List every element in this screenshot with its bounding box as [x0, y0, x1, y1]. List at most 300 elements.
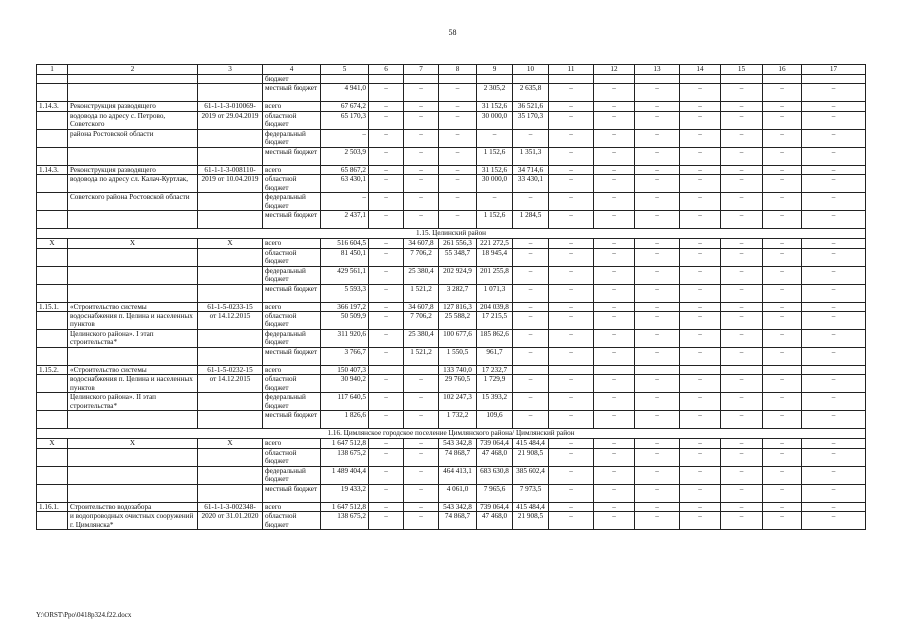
table-cell: 1 732,2 — [439, 411, 477, 429]
table-cell: местный бюджет — [263, 147, 321, 165]
table-cell: – — [594, 484, 635, 502]
table-cell: – — [477, 193, 513, 211]
table-cell: 25 380,4 — [404, 330, 439, 348]
table-cell: – — [635, 175, 680, 193]
table-cell: – — [404, 84, 439, 102]
table-cell: – — [763, 284, 802, 302]
table-cell: 30 940,2 — [321, 375, 369, 393]
table-cell: – — [721, 411, 763, 429]
table-cell: – — [549, 484, 594, 502]
column-number: 17 — [802, 65, 866, 75]
table-cell: – — [513, 411, 549, 429]
table-cell: Целинского района». I этап строительства* — [68, 330, 198, 348]
table-cell: водоснабжения п. Целина и населенных пунктов — [68, 312, 198, 330]
table-cell: – — [802, 266, 866, 284]
table-row — [37, 175, 866, 193]
table-cell: – — [549, 111, 594, 129]
table-cell: 19 433,2 — [321, 484, 369, 502]
funding-table — [36, 64, 866, 530]
table-cell: 1.16.1. — [37, 502, 68, 511]
table-cell: – — [513, 375, 549, 393]
table-cell — [68, 248, 198, 266]
table-cell: Х — [198, 439, 263, 448]
table-cell: – — [680, 348, 721, 366]
table-cell: – — [594, 147, 635, 165]
table-cell: – — [635, 129, 680, 147]
table-cell: – — [404, 411, 439, 429]
table-cell: – — [763, 266, 802, 284]
table-cell: 61-1-1-3-008110- — [198, 165, 263, 174]
table-cell — [37, 411, 68, 429]
table-cell: – — [635, 393, 680, 411]
table-cell: 2019 от 29.04.2019 — [198, 111, 263, 129]
table-cell: 1 521,2 — [404, 348, 439, 366]
table-cell: – — [594, 512, 635, 530]
table-cell — [37, 466, 68, 484]
table-cell: – — [404, 439, 439, 448]
table-cell: 5 593,3 — [321, 284, 369, 302]
table-cell: 117 640,5 — [321, 393, 369, 411]
table-cell: – — [513, 330, 549, 348]
table-cell: – — [763, 102, 802, 111]
table-cell: – — [549, 448, 594, 466]
section-heading: 1.15. Целинский район — [37, 229, 866, 239]
table-cell: – — [594, 239, 635, 248]
table-cell: «Строительство системы — [68, 366, 198, 375]
table-cell: областной бюджет — [263, 175, 321, 193]
table-cell: – — [802, 439, 866, 448]
table-cell: – — [680, 239, 721, 248]
table-cell: – — [594, 248, 635, 266]
table-cell — [68, 284, 198, 302]
table-cell: – — [763, 147, 802, 165]
table-cell: – — [594, 448, 635, 466]
table-cell: 31 152,6 — [477, 165, 513, 174]
table-cell: – — [369, 248, 404, 266]
table-cell: – — [594, 111, 635, 129]
table-cell: – — [369, 375, 404, 393]
table-cell: – — [763, 439, 802, 448]
column-number: 3 — [198, 65, 263, 75]
table-cell: – — [680, 147, 721, 165]
table-cell: – — [635, 193, 680, 211]
table-cell: – — [549, 512, 594, 530]
table-cell — [37, 484, 68, 502]
table-cell: 204 039,8 — [477, 302, 513, 311]
table-cell — [680, 75, 721, 84]
table-cell: – — [369, 512, 404, 530]
table-cell: Целинского района». II этап строительства* — [68, 393, 198, 411]
table-cell — [721, 366, 763, 375]
table-cell: – — [369, 129, 404, 147]
table-cell: – — [635, 512, 680, 530]
table-cell: – — [680, 129, 721, 147]
table-cell: местный бюджет — [263, 411, 321, 429]
table-cell: 1 729,9 — [477, 375, 513, 393]
table-cell: – — [802, 193, 866, 211]
table-cell: – — [549, 266, 594, 284]
table-row — [37, 502, 866, 511]
table-cell: – — [802, 211, 866, 229]
table-cell: 21 908,5 — [513, 448, 549, 466]
table-cell: 3 282,7 — [439, 284, 477, 302]
table-cell — [68, 484, 198, 502]
table-cell: – — [721, 284, 763, 302]
section-heading-row — [37, 229, 866, 239]
table-cell — [37, 84, 68, 102]
table-cell: – — [763, 312, 802, 330]
table-cell: – — [802, 502, 866, 511]
table-cell: областной бюджет — [263, 111, 321, 129]
table-cell: 2 503,9 — [321, 147, 369, 165]
table-cell: – — [680, 484, 721, 502]
table-cell: местный бюджет — [263, 284, 321, 302]
table-cell: – — [680, 302, 721, 311]
table-cell: 739 064,4 — [477, 502, 513, 511]
table-cell: 385 602,4 — [513, 466, 549, 484]
table-cell: 30 000,0 — [477, 175, 513, 193]
table-cell — [198, 193, 263, 211]
column-number: 7 — [404, 65, 439, 75]
table-cell: – — [549, 84, 594, 102]
table-cell: – — [802, 84, 866, 102]
table-cell: – — [721, 348, 763, 366]
table-cell: – — [594, 348, 635, 366]
table-cell: – — [721, 375, 763, 393]
table-cell: – — [594, 266, 635, 284]
table-cell: 1 351,3 — [513, 147, 549, 165]
table-cell: – — [549, 193, 594, 211]
table-row — [37, 266, 866, 284]
table-cell: – — [802, 102, 866, 111]
table-cell: от 14.12.2015 — [198, 312, 263, 330]
table-cell: – — [477, 129, 513, 147]
table-cell: – — [635, 330, 680, 348]
table-cell: – — [549, 375, 594, 393]
table-cell: – — [513, 312, 549, 330]
table-cell: федеральный бюджет — [263, 193, 321, 211]
table-cell: – — [404, 375, 439, 393]
table-cell: – — [802, 129, 866, 147]
table-cell — [802, 75, 866, 84]
table-cell: 543 342,8 — [439, 502, 477, 511]
table-cell: – — [680, 512, 721, 530]
table-row — [37, 312, 866, 330]
table-cell: – — [763, 211, 802, 229]
table-cell: – — [802, 512, 866, 530]
table-cell: 47 468,0 — [477, 512, 513, 530]
table-cell: – — [763, 175, 802, 193]
table-cell: 2019 от 10.04.2019 — [198, 175, 263, 193]
table-cell — [198, 348, 263, 366]
table-cell: – — [635, 484, 680, 502]
table-cell: – — [513, 393, 549, 411]
table-cell: – — [369, 502, 404, 511]
table-cell: 138 675,2 — [321, 448, 369, 466]
table-cell — [198, 266, 263, 284]
table-cell: 1.15.1. — [37, 302, 68, 311]
table-row — [37, 284, 866, 302]
table-cell — [37, 129, 68, 147]
table-cell — [198, 147, 263, 165]
table-cell: – — [721, 248, 763, 266]
table-cell: – — [549, 102, 594, 111]
table-row — [37, 466, 866, 484]
table-cell: 1 071,3 — [477, 284, 513, 302]
table-cell: 185 862,6 — [477, 330, 513, 348]
table-cell: – — [680, 330, 721, 348]
table-cell — [680, 366, 721, 375]
table-cell — [198, 129, 263, 147]
table-cell: – — [721, 512, 763, 530]
table-cell: – — [549, 129, 594, 147]
table-cell: – — [439, 211, 477, 229]
table-cell: 50 509,9 — [321, 312, 369, 330]
table-cell: 1 550,5 — [439, 348, 477, 366]
table-cell: 2 305,2 — [477, 84, 513, 102]
table-cell: 61-1-5-0233-15 — [198, 302, 263, 311]
table-cell — [721, 75, 763, 84]
table-cell — [37, 193, 68, 211]
table-cell: – — [635, 84, 680, 102]
table-cell: – — [721, 439, 763, 448]
table-cell: – — [721, 393, 763, 411]
table-cell: – — [635, 312, 680, 330]
table-cell: – — [594, 312, 635, 330]
table-row — [37, 239, 866, 248]
table-cell: Х — [37, 239, 68, 248]
table-cell: 61-1-1-3-002348- — [198, 502, 263, 511]
column-number: 15 — [721, 65, 763, 75]
table-cell: – — [404, 393, 439, 411]
table-cell — [763, 75, 802, 84]
table-cell: 7 965,6 — [477, 484, 513, 502]
table-cell: – — [635, 248, 680, 266]
table-cell: всего — [263, 302, 321, 311]
table-cell: – — [635, 375, 680, 393]
table-cell: – — [721, 84, 763, 102]
table-cell — [37, 211, 68, 229]
column-number: 12 — [594, 65, 635, 75]
table-cell: – — [802, 111, 866, 129]
table-cell: – — [802, 466, 866, 484]
table-cell: – — [635, 211, 680, 229]
table-cell: – — [594, 466, 635, 484]
column-number: 10 — [513, 65, 549, 75]
table-row — [37, 84, 866, 102]
table-cell: «Строительство системы — [68, 302, 198, 311]
table-cell: 3 766,7 — [321, 348, 369, 366]
table-cell: 415 484,4 — [513, 439, 549, 448]
column-number: 14 — [680, 65, 721, 75]
table-cell: – — [439, 175, 477, 193]
table-cell: – — [680, 448, 721, 466]
table-cell: Х — [68, 439, 198, 448]
table-cell: – — [802, 375, 866, 393]
table-cell: 25 380,4 — [404, 266, 439, 284]
table-cell — [37, 284, 68, 302]
table-cell: – — [439, 193, 477, 211]
table-cell: – — [721, 330, 763, 348]
table-cell: – — [594, 284, 635, 302]
table-cell: – — [321, 129, 369, 147]
table-cell: – — [369, 211, 404, 229]
table-cell: – — [594, 193, 635, 211]
table-cell: – — [404, 165, 439, 174]
table-cell: – — [404, 502, 439, 511]
table-cell: – — [680, 393, 721, 411]
table-cell: местный бюджет — [263, 484, 321, 502]
table-cell: – — [513, 302, 549, 311]
table-cell: – — [369, 393, 404, 411]
column-number: 16 — [763, 65, 802, 75]
table-cell — [404, 75, 439, 84]
table-cell: 133 740,0 — [439, 366, 477, 375]
table-cell — [635, 75, 680, 84]
table-cell: – — [763, 393, 802, 411]
table-cell: – — [763, 330, 802, 348]
section-heading: 1.16. Цимлянское городское поселение Цимлянского района/ Цимлянский район — [37, 429, 866, 439]
table-cell: – — [594, 302, 635, 311]
table-cell: – — [369, 193, 404, 211]
table-cell: – — [763, 512, 802, 530]
table-cell: – — [763, 348, 802, 366]
table-cell: 1 489 404,4 — [321, 466, 369, 484]
table-cell — [37, 312, 68, 330]
table-cell: – — [404, 147, 439, 165]
table-cell: – — [635, 466, 680, 484]
table-row — [37, 439, 866, 448]
table-cell: – — [763, 111, 802, 129]
table-cell — [68, 466, 198, 484]
table-cell: 4 061,0 — [439, 484, 477, 502]
table-cell: – — [404, 484, 439, 502]
table-cell: 1 521,2 — [404, 284, 439, 302]
table-cell: 34 714,6 — [513, 165, 549, 174]
table-cell — [477, 75, 513, 84]
table-cell: – — [369, 348, 404, 366]
table-cell: – — [513, 348, 549, 366]
table-cell: – — [802, 411, 866, 429]
table-cell — [198, 393, 263, 411]
table-cell: – — [763, 165, 802, 174]
table-cell: 17 232,7 — [477, 366, 513, 375]
table-cell: – — [369, 84, 404, 102]
table-cell: – — [404, 512, 439, 530]
table-cell: – — [404, 466, 439, 484]
page-number: 58 — [448, 28, 457, 37]
table-cell — [198, 211, 263, 229]
table-cell — [68, 266, 198, 284]
table-cell: 21 908,5 — [513, 512, 549, 530]
table-cell: – — [549, 165, 594, 174]
table-cell — [68, 448, 198, 466]
table-cell: – — [680, 175, 721, 193]
table-cell — [37, 448, 68, 466]
table-cell: – — [549, 312, 594, 330]
table-cell: – — [369, 411, 404, 429]
table-cell: – — [549, 330, 594, 348]
table-cell — [198, 466, 263, 484]
table-cell: 109,6 — [477, 411, 513, 429]
table-cell: 15 393,2 — [477, 393, 513, 411]
table-cell: 4 941,0 — [321, 84, 369, 102]
table-cell: – — [721, 102, 763, 111]
table-cell: – — [680, 375, 721, 393]
table-cell: – — [680, 165, 721, 174]
table-cell: – — [513, 284, 549, 302]
table-cell: местный бюджет — [263, 84, 321, 102]
table-cell — [594, 75, 635, 84]
table-cell: – — [763, 302, 802, 311]
table-cell: – — [763, 129, 802, 147]
table-cell: Строительство водозабора — [68, 502, 198, 511]
table-cell: 36 521,6 — [513, 102, 549, 111]
table-cell: – — [513, 239, 549, 248]
table-cell: – — [369, 147, 404, 165]
table-cell: – — [549, 439, 594, 448]
table-cell: – — [549, 502, 594, 511]
table-cell: всего — [263, 366, 321, 375]
table-cell: – — [721, 147, 763, 165]
table-cell: – — [369, 484, 404, 502]
column-number: 8 — [439, 65, 477, 75]
table-cell: 1 647 512,8 — [321, 439, 369, 448]
table-cell: 683 630,8 — [477, 466, 513, 484]
table-cell: – — [549, 239, 594, 248]
table-cell — [68, 348, 198, 366]
table-cell: – — [763, 84, 802, 102]
table-cell: – — [404, 193, 439, 211]
table-cell: – — [802, 302, 866, 311]
table-cell: 366 197,2 — [321, 302, 369, 311]
table-cell — [439, 75, 477, 84]
table-cell: 1.14.3. — [37, 165, 68, 174]
table-cell: – — [721, 266, 763, 284]
table-cell: – — [802, 330, 866, 348]
table-cell: – — [594, 375, 635, 393]
table-cell: – — [721, 129, 763, 147]
table-cell — [198, 84, 263, 102]
table-cell: – — [721, 484, 763, 502]
table-cell: – — [680, 266, 721, 284]
table-cell — [513, 75, 549, 84]
table-cell: федеральный бюджет — [263, 466, 321, 484]
table-cell: – — [763, 193, 802, 211]
table-cell: – — [549, 348, 594, 366]
table-cell — [549, 366, 594, 375]
table-cell: 516 604,5 — [321, 239, 369, 248]
table-cell: – — [680, 84, 721, 102]
table-cell — [37, 348, 68, 366]
table-cell: – — [721, 239, 763, 248]
table-cell: – — [721, 175, 763, 193]
table-cell: 150 407,3 — [321, 366, 369, 375]
table-cell: – — [763, 248, 802, 266]
table-row — [37, 102, 866, 111]
table-cell: 61-1-1-3-010069- — [198, 102, 263, 111]
table-cell: всего — [263, 439, 321, 448]
table-cell: – — [635, 239, 680, 248]
table-cell: – — [802, 239, 866, 248]
column-number: 11 — [549, 65, 594, 75]
table-cell: 33 430,1 — [513, 175, 549, 193]
table-cell: Советского района Ростовской области — [68, 193, 198, 211]
table-cell: – — [404, 448, 439, 466]
table-cell: – — [635, 266, 680, 284]
table-cell: 1.15.2. — [37, 366, 68, 375]
table-cell: 31 152,6 — [477, 102, 513, 111]
